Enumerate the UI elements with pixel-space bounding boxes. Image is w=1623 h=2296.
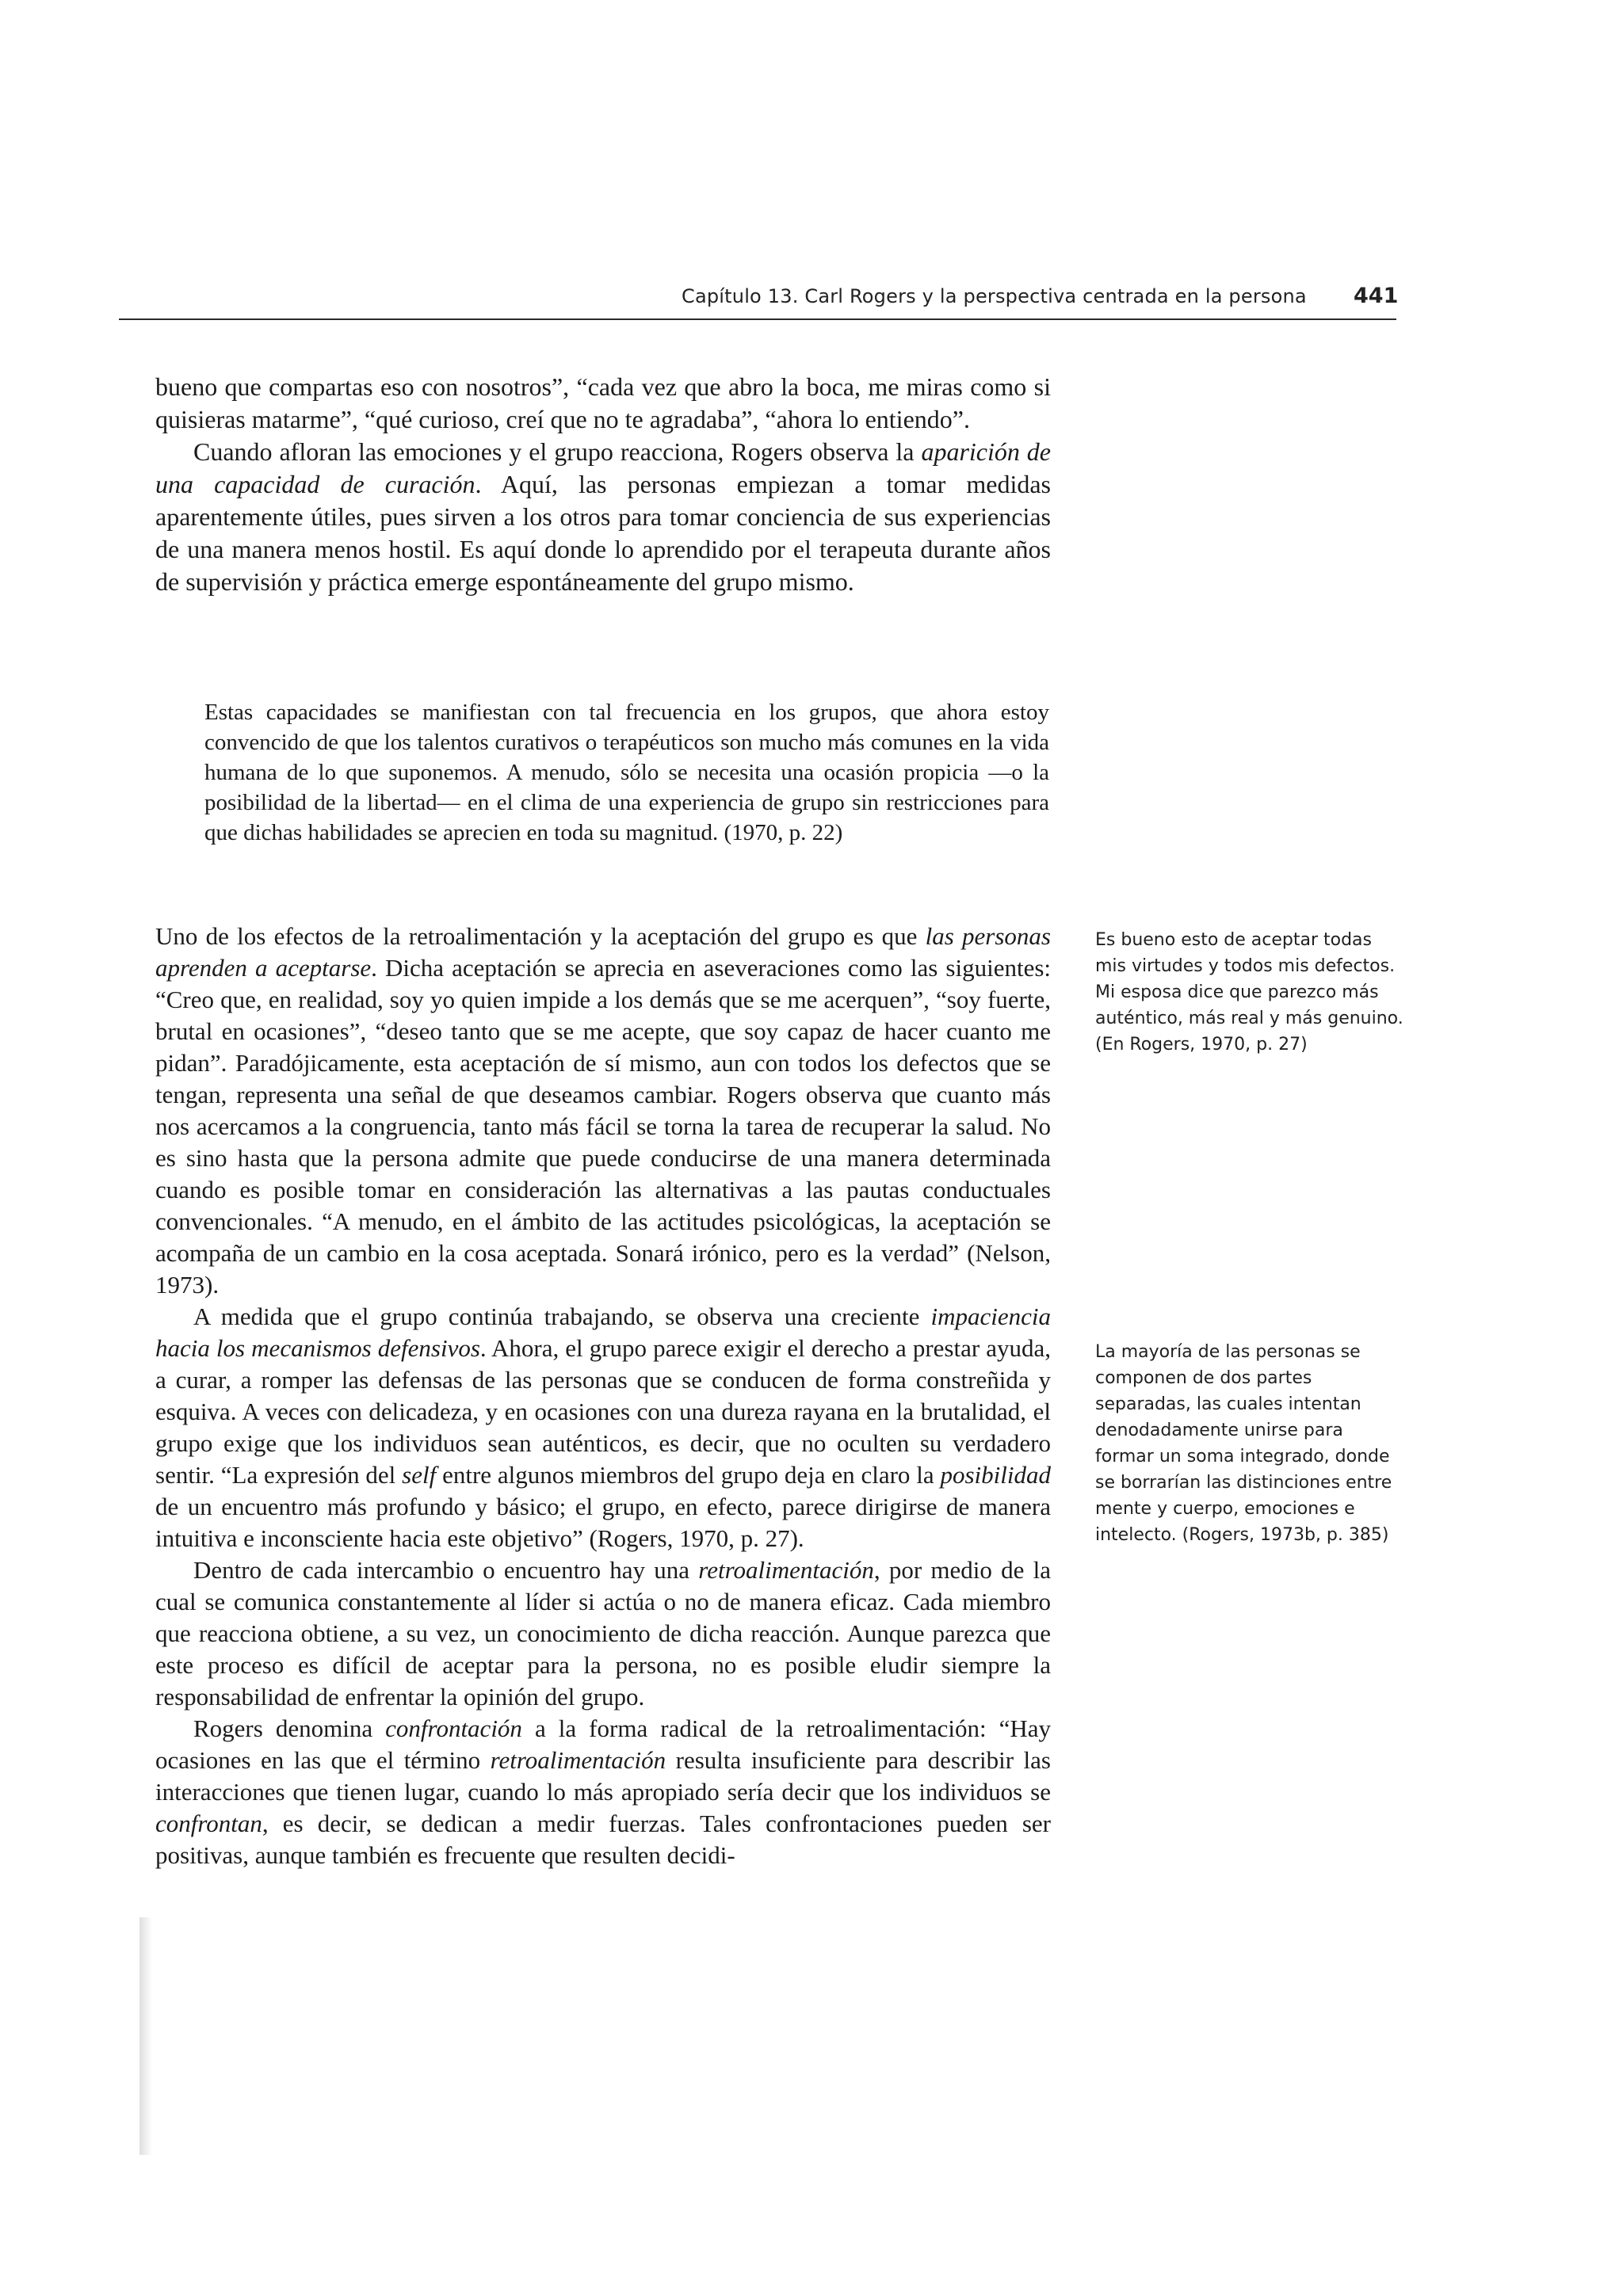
paragraph-6: Rogers denomina confrontación a la forma radical de la retroalimentación: “Hay ocasiones en las que el término retroalimentación resulta insuficiente para describir las interacciones que tienen lugar, cuando lo más apropiado sería decir que los individuos se confrontan, es decir, se dedican a medir fuerzas. Tales confrontaciones pueden ser positivas, aunque también es frecuente que resulten decidi- — [155, 1714, 1051, 1869]
margin-note-1: Es bueno esto de aceptar todas mis virtudes y todos mis defectos. Mi esposa dice que parezco más auténtico, más real y más genuino. (En Rogers, 1970, p. 27) — [1095, 930, 1403, 1055]
scan-shadow — [139, 1917, 152, 2155]
paragraph-3: Uno de los efectos de la retroalimentación y la aceptación del grupo es que las personas aprenden a aceptarse. Dicha aceptación se aprecia en aseveraciones como las siguientes: “Creo que, en realidad, soy yo quien impide a los demás que se me acerquen”, “soy fuerte, brutal en ocasiones”, “deseo tanto que se me acepte, que soy capaz de hacer cuanto me pidan”. Paradójicamente, esta aceptación de sí mismo, aun con todos los defectos que se tengan, representa una señal de que deseamos cambiar. Rogers observa que cuanto más nos acercamos a la congruencia, tanto más fácil se torna la tarea de recuperar la salud. No es sino hasta que la persona admite que puede conducirse de una manera determinada cuando es posible tomar en consideración las alternativas a las pautas conductuales convencionales. “A menudo, en el ámbito de las actitudes psicológicas, la aceptación se acompaña de un cambio en la cosa aceptada. Sonará irónico, pero es la verdad” (Nelson, 1973). — [155, 922, 1052, 1299]
paragraph-5: Dentro de cada intercambio o encuentro hay una retroalimentación, por medio de la cual se comunica constantemente al líder si actúa o no de manera eficaz. Cada miembro que reacciona obtiene, a su vez, un conocimiento de dicha reacción. Aunque parezca que este proceso es difícil de aceptar para la persona, no es posible eludir siempre la responsabilidad de enfrentar la opinión del grupo. — [155, 1556, 1051, 1711]
block-quote-text: Estas capacidades se manifiestan con tal frecuencia en los grupos, que ahora estoy convencido de que los talentos curativos o terapéuticos son mucho más comunes en la vida humana de lo que suponemos. A menudo, sólo se necesita una ocasión propicia —o la posibilidad de la libertad— en el clima de una experiencia de grupo sin restricciones para que dichas habilidades se aprecien en toda su magnitud. (1970, p. 22) — [204, 700, 1049, 845]
body-text-top — [155, 371, 1051, 598]
block-quote — [204, 697, 1049, 848]
body-text-main — [155, 921, 1051, 1871]
paragraph-4: A medida que el grupo continúa trabajando, se observa una creciente impaciencia hacia los mecanismos defensivos. Ahora, el grupo parece exigir el derecho a prestar ayuda, a curar, a romper las defensas de las personas que se conducen de forma constreñida y esquiva. A veces con delicadeza, y en ocasiones con una dureza rayana en la brutalidad, el grupo exige que los individuos sean auténticos, es decir, que no oculten su verdadero sentir. “La expresión del self entre algunos miembros del grupo deja en claro la posibilidad de un encuentro más profundo y básico; el grupo, en efecto, parece dirigirse de manera intuitiva e inconsciente hacia este objetivo” (Rogers, 1970, p. 27). — [155, 1302, 1051, 1552]
running-head — [682, 284, 1399, 308]
paragraph-2: Cuando afloran las emociones y el grupo reacciona, Rogers observa la aparición de una capacidad de curación. Aquí, las personas empiezan a tomar medidas aparentemente útiles, pues sirven a los otros para tomar conciencia de sus experiencias de una manera menos hostil. Es aquí donde lo aprendido por el terapeuta durante años de supervisión y práctica emerge espontáneamente del grupo mismo. — [155, 437, 1052, 596]
margin-note-2: La mayoría de las personas se componen de dos partes separadas, las cuales intentan denodadamente unirse para formar un soma integrado, donde se borrarían las distinciones entre mente y cuerpo, emociones e intelecto. (Rogers, 1973b, p. 385) — [1095, 1342, 1392, 1545]
paragraph-1: bueno que compartas eso con nosotros”, “cada vez que abro la boca, me miras como si quisieras matarme”, “qué curioso, creí que no te agradaba”, “ahora lo entiendo”. — [155, 372, 1051, 433]
page-number: 441 — [1354, 284, 1399, 308]
chapter-title: Capítulo 13. Carl Rogers y la perspectiva centrada en la persona — [682, 285, 1307, 307]
header-rule — [119, 318, 1396, 320]
